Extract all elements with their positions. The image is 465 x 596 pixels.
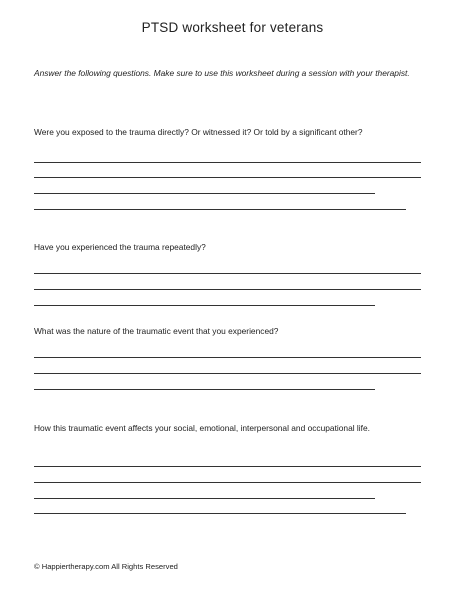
copyright-footer: © Happiertherapy.com All Rights Reserved (34, 562, 178, 571)
question-4: How this traumatic event affects your social, emotional, interpersonal and occupational life. (34, 423, 370, 433)
answer-line-4-3[interactable] (34, 498, 375, 499)
answer-line-4-1[interactable] (34, 466, 421, 467)
answer-line-2-1[interactable] (34, 273, 421, 274)
answer-line-3-3[interactable] (34, 389, 375, 390)
question-3: What was the nature of the traumatic event that you experienced? (34, 326, 279, 336)
answer-line-1-4[interactable] (34, 209, 406, 210)
question-2: Have you experienced the trauma repeatedly? (34, 242, 206, 252)
answer-line-3-2[interactable] (34, 373, 421, 374)
question-1: Were you exposed to the trauma directly? Or witnessed it? Or told by a significant other? (34, 127, 363, 137)
answer-line-1-3[interactable] (34, 193, 375, 194)
instructions-text: Answer the following questions. Make sure to use this worksheet during a session with your therapist. (34, 68, 410, 78)
answer-line-4-2[interactable] (34, 482, 421, 483)
answer-line-1-1[interactable] (34, 162, 421, 163)
answer-line-3-1[interactable] (34, 357, 421, 358)
answer-line-2-2[interactable] (34, 289, 421, 290)
answer-line-4-4[interactable] (34, 513, 406, 514)
answer-line-1-2[interactable] (34, 177, 421, 178)
worksheet-title: PTSD worksheet for veterans (141, 20, 324, 35)
answer-line-2-3[interactable] (34, 305, 375, 306)
